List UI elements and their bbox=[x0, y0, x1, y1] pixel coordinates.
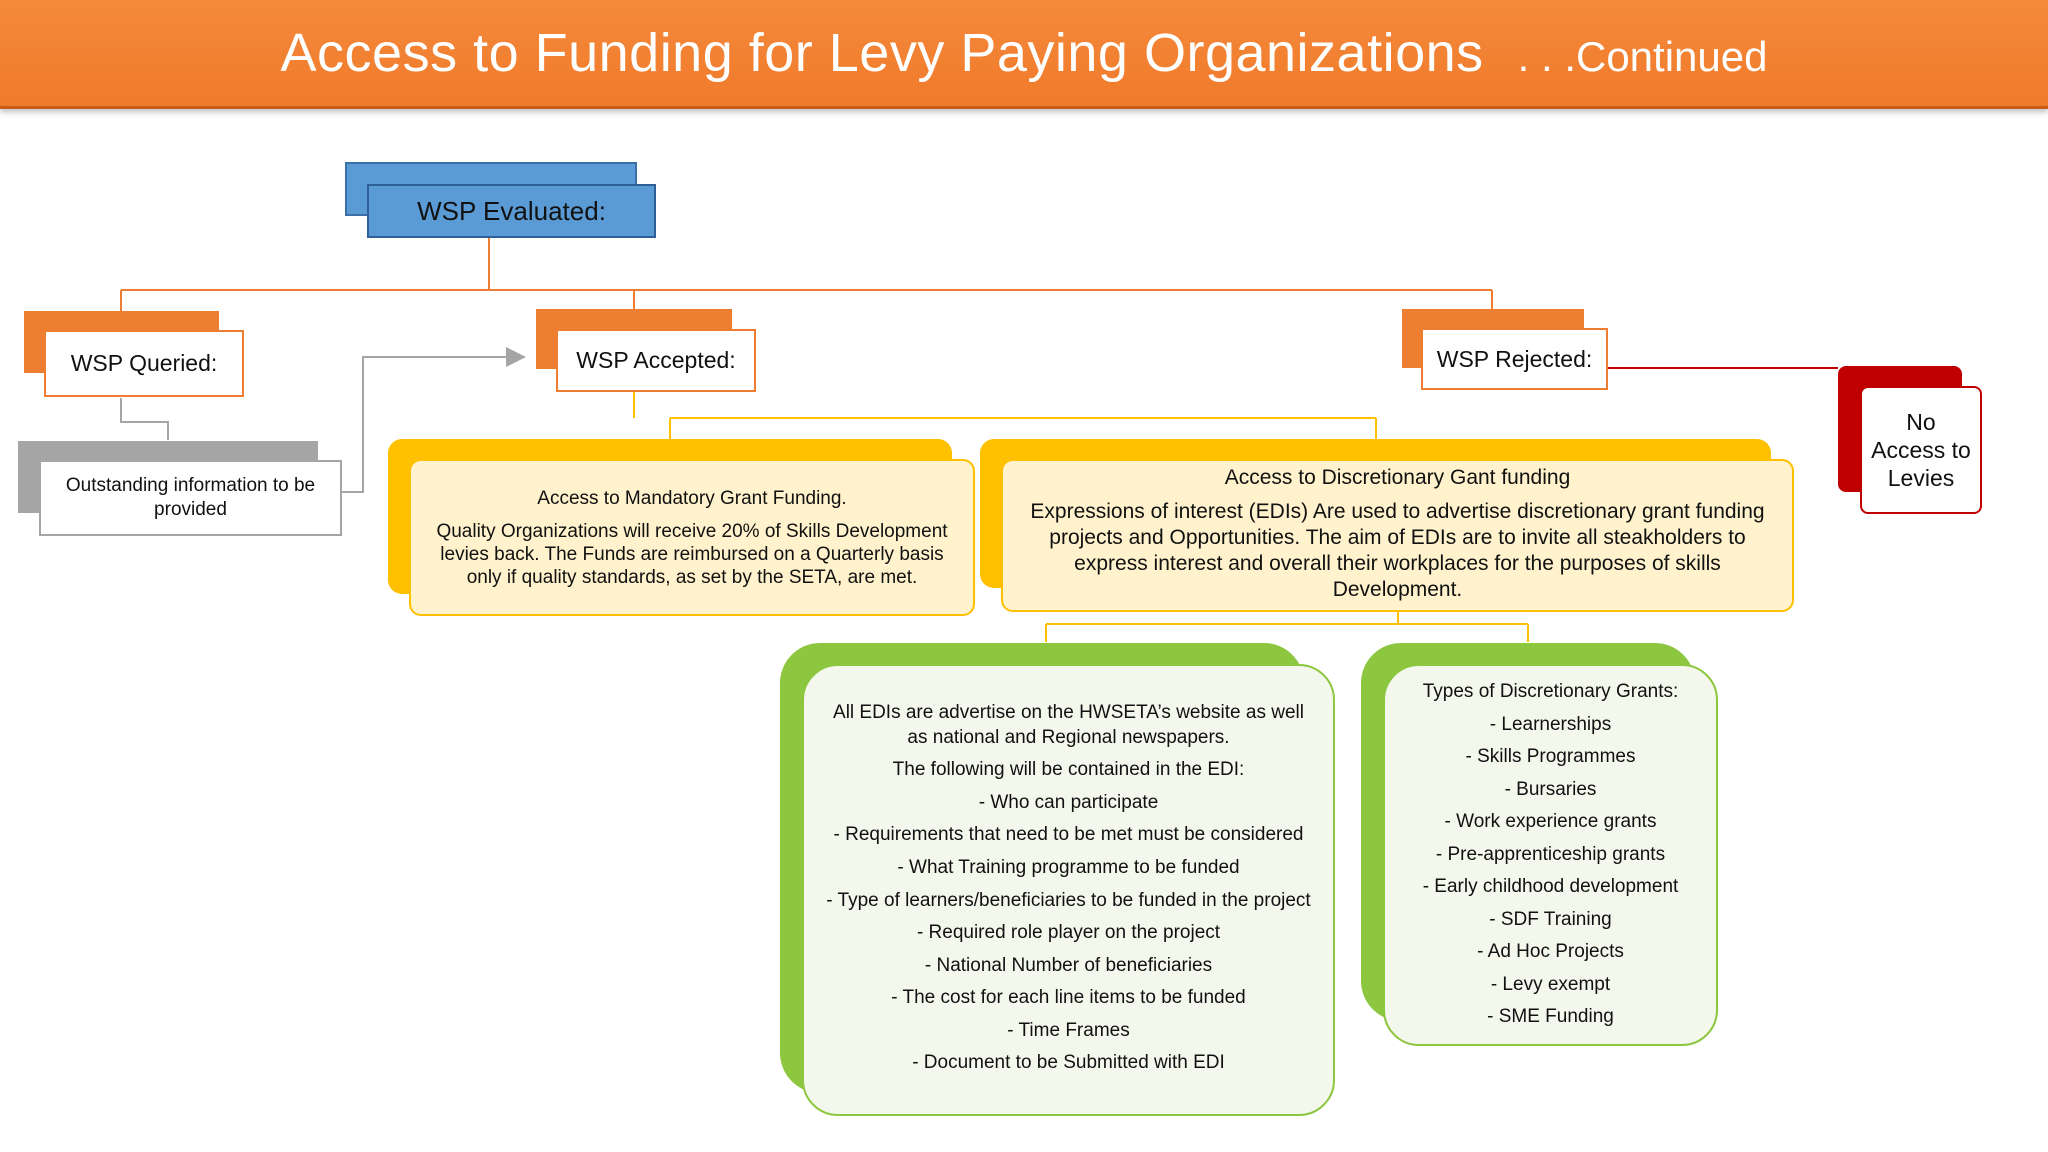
no-access-label: No Access to Levies bbox=[1871, 409, 1971, 491]
grant-type-item: - Work experience grants bbox=[1444, 811, 1657, 833]
wsp-accepted-label: WSP Accepted: bbox=[576, 347, 736, 373]
wsp-accepted-box bbox=[556, 329, 756, 392]
edi-item: - Document to be Submitted with EDI bbox=[912, 1052, 1225, 1074]
edi-intro: All EDIs are advertise on the HWSETA’s website as well as national and Regional newspapers. bbox=[833, 702, 1304, 749]
wsp-rejected-box bbox=[1421, 328, 1608, 390]
grant-types-title: Types of Discretionary Grants: bbox=[1422, 681, 1679, 703]
wsp-queried-box bbox=[44, 330, 244, 397]
grant-type-item: - SDF Training bbox=[1489, 908, 1612, 930]
edi-item: - Type of learners/beneficiaries to be funded in the project bbox=[826, 890, 1311, 912]
no-access-box bbox=[1860, 386, 1982, 514]
edi-item: - National Number of beneficiaries bbox=[924, 954, 1213, 976]
wsp-evaluated-label: WSP Evaluated: bbox=[417, 195, 606, 226]
grant-type-item: - SME Funding bbox=[1487, 1006, 1614, 1028]
grant-type-item: - Early childhood development bbox=[1422, 876, 1679, 898]
edi-item: - Time Frames bbox=[1007, 1019, 1130, 1041]
grant-type-item: - Skills Programmes bbox=[1465, 746, 1636, 768]
wsp-queried-label: WSP Queried: bbox=[70, 350, 218, 376]
wsp-evaluated-box bbox=[367, 184, 656, 238]
grant-types-box bbox=[1383, 664, 1718, 1046]
edi-details-box bbox=[802, 664, 1335, 1116]
edi-contained: The following will be contained in the EDI: bbox=[892, 759, 1245, 781]
grant-type-item: - Pre-apprenticeship grants bbox=[1435, 843, 1666, 865]
orange-connectors bbox=[121, 236, 1492, 312]
outstanding-box bbox=[39, 460, 342, 536]
grant-type-item: - Ad Hoc Projects bbox=[1477, 941, 1624, 963]
outstanding-label: Outstanding information to be provided bbox=[65, 475, 316, 520]
discretionary-body: Expressions of interest (EDIs) Are used to advertise discretionary grant funding projects and Opportunities. The aim of EDIs are to invite all steakholders to express interest and overall their workplaces for the purposes of skills Development. bbox=[1030, 500, 1765, 601]
wsp-rejected-label: WSP Rejected: bbox=[1436, 345, 1593, 372]
mandatory-body: Quality Organizations will receive 20% of Skills Development levies back. The Funds are reimbursed on a Quarterly basis only if quality standards, as set by the SETA, are met. bbox=[436, 520, 948, 588]
discretionary-grant-box bbox=[1001, 459, 1794, 612]
edi-item: - What Training programme to be funded bbox=[897, 856, 1240, 878]
title-continued: . . .Continued bbox=[1517, 33, 1768, 80]
edi-item: - The cost for each line items to be funded bbox=[891, 987, 1246, 1009]
mandatory-title: Access to Mandatory Grant Funding. bbox=[537, 487, 847, 509]
grant-type-item: - Bursaries bbox=[1504, 778, 1597, 800]
discretionary-title: Access to Discretionary Gant funding bbox=[1224, 466, 1571, 489]
title-text: Access to Funding for Levy Paying Organizations bbox=[280, 23, 1484, 83]
edi-item: - Who can participate bbox=[978, 791, 1159, 813]
edi-item: - Required role player on the project bbox=[916, 922, 1221, 944]
mandatory-grant-box bbox=[409, 459, 975, 616]
grant-type-item: - Learnerships bbox=[1489, 713, 1612, 735]
edi-item: - Requirements that need to be met must be considered bbox=[833, 824, 1304, 846]
grant-type-item: - Levy exempt bbox=[1490, 973, 1611, 995]
